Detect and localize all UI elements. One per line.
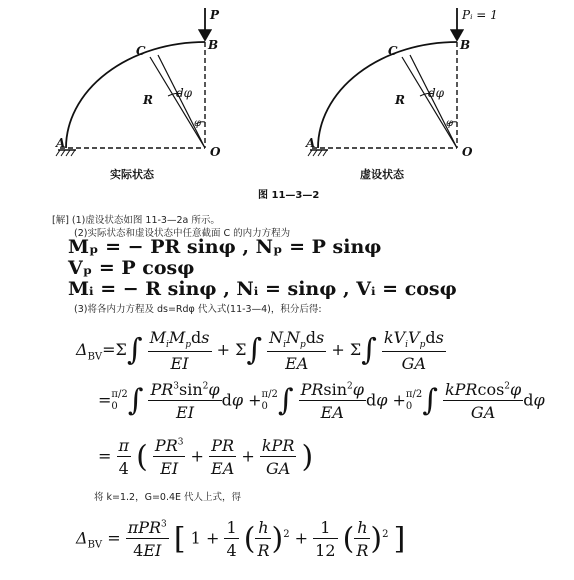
left-caption: 实际状态 <box>110 168 154 181</box>
right-radius-label: R <box>395 93 405 107</box>
left-load-label: P <box>210 8 220 22</box>
left-point-a: A <box>56 136 66 150</box>
right-point-o: O <box>462 145 473 159</box>
equation-1: Mₚ = − PR sinφ , Nₚ = P sinφ <box>68 236 382 258</box>
left-radius-label: R <box>143 93 153 107</box>
delta-bv-integral: $\Delta_{BV}=\Sigma\int$ $\frac{M_iM_pds}{EI}$ + Σ∫ $\frac{N_iN_pds}{EA}$ + Σ∫ $\frac{kV_iV_pds}{GA}$ <box>76 328 444 374</box>
right-point-b: B <box>460 38 471 52</box>
integral-result: = $\frac{\pi}{4}$ ( $\frac{PR^3}{EI}$ + $\frac{PR}{EA}$ + $\frac{\text{kPR}}{GA}$ ) <box>98 436 314 478</box>
left-diagram <box>56 8 205 156</box>
structure-diagrams <box>0 0 574 200</box>
left-point-o: O <box>210 145 221 159</box>
right-point-c: C <box>388 44 398 58</box>
figure-caption: 图 11—3—2 <box>258 190 320 201</box>
final-result: $\Delta_{BV}$ = $\frac{\pi PR^3}{4EI}$ [ 1 + $\frac{1}{4}$ ( $\frac{h}{R}$ )$^2$ + $\frac{1}{12}$ ( $\frac{h}{R}$ )$^2$ ] <box>76 518 406 560</box>
step-1: [解] (1)虚设状态如图 11-3—2a 所示。 <box>52 215 220 226</box>
equation-2: Vₚ = P cosφ <box>68 257 195 279</box>
substitution-note: 将 k=1.2，G=0.4E 代人上式，得 <box>94 492 242 503</box>
right-point-a: A <box>306 136 316 150</box>
integral-expansion: =π/2 0 ∫ $\frac{PR^3\sin^2\varphi}{EI}$ dφ +π/2 0 ∫ $\frac{PRsin^2\varphi}{EA}$ dφ +π/2 0 ∫ $\frac{kPRcos^2\varphi}{GA}$ dφ <box>98 380 545 422</box>
radius-line-c2 <box>158 55 205 148</box>
equation-3: Mᵢ = − R sinφ , Nᵢ = sinφ , Vᵢ = cosφ <box>68 278 457 300</box>
step-2: (2)实际状态和虚设状态中任意截面 C 的内力方程为 <box>74 228 291 239</box>
radius-line-c2 <box>410 55 457 148</box>
right-phi-label: φ <box>446 118 454 129</box>
right-caption: 虚设状态 <box>360 168 404 181</box>
right-dphi-label: dφ <box>428 86 445 100</box>
left-phi-label: φ <box>194 118 202 129</box>
radius-line-c <box>150 57 205 148</box>
step-3: (3)将各内力方程及 ds=Rdφ 代入式(11-3—4)，积分后得: <box>74 304 322 315</box>
right-diagram <box>308 8 457 156</box>
left-point-c: C <box>136 44 146 58</box>
right-load-label: Pᵢ = 1 <box>462 8 498 22</box>
left-dphi-label: dφ <box>176 86 193 100</box>
left-point-b: B <box>208 38 219 52</box>
radius-line-c <box>402 57 457 148</box>
